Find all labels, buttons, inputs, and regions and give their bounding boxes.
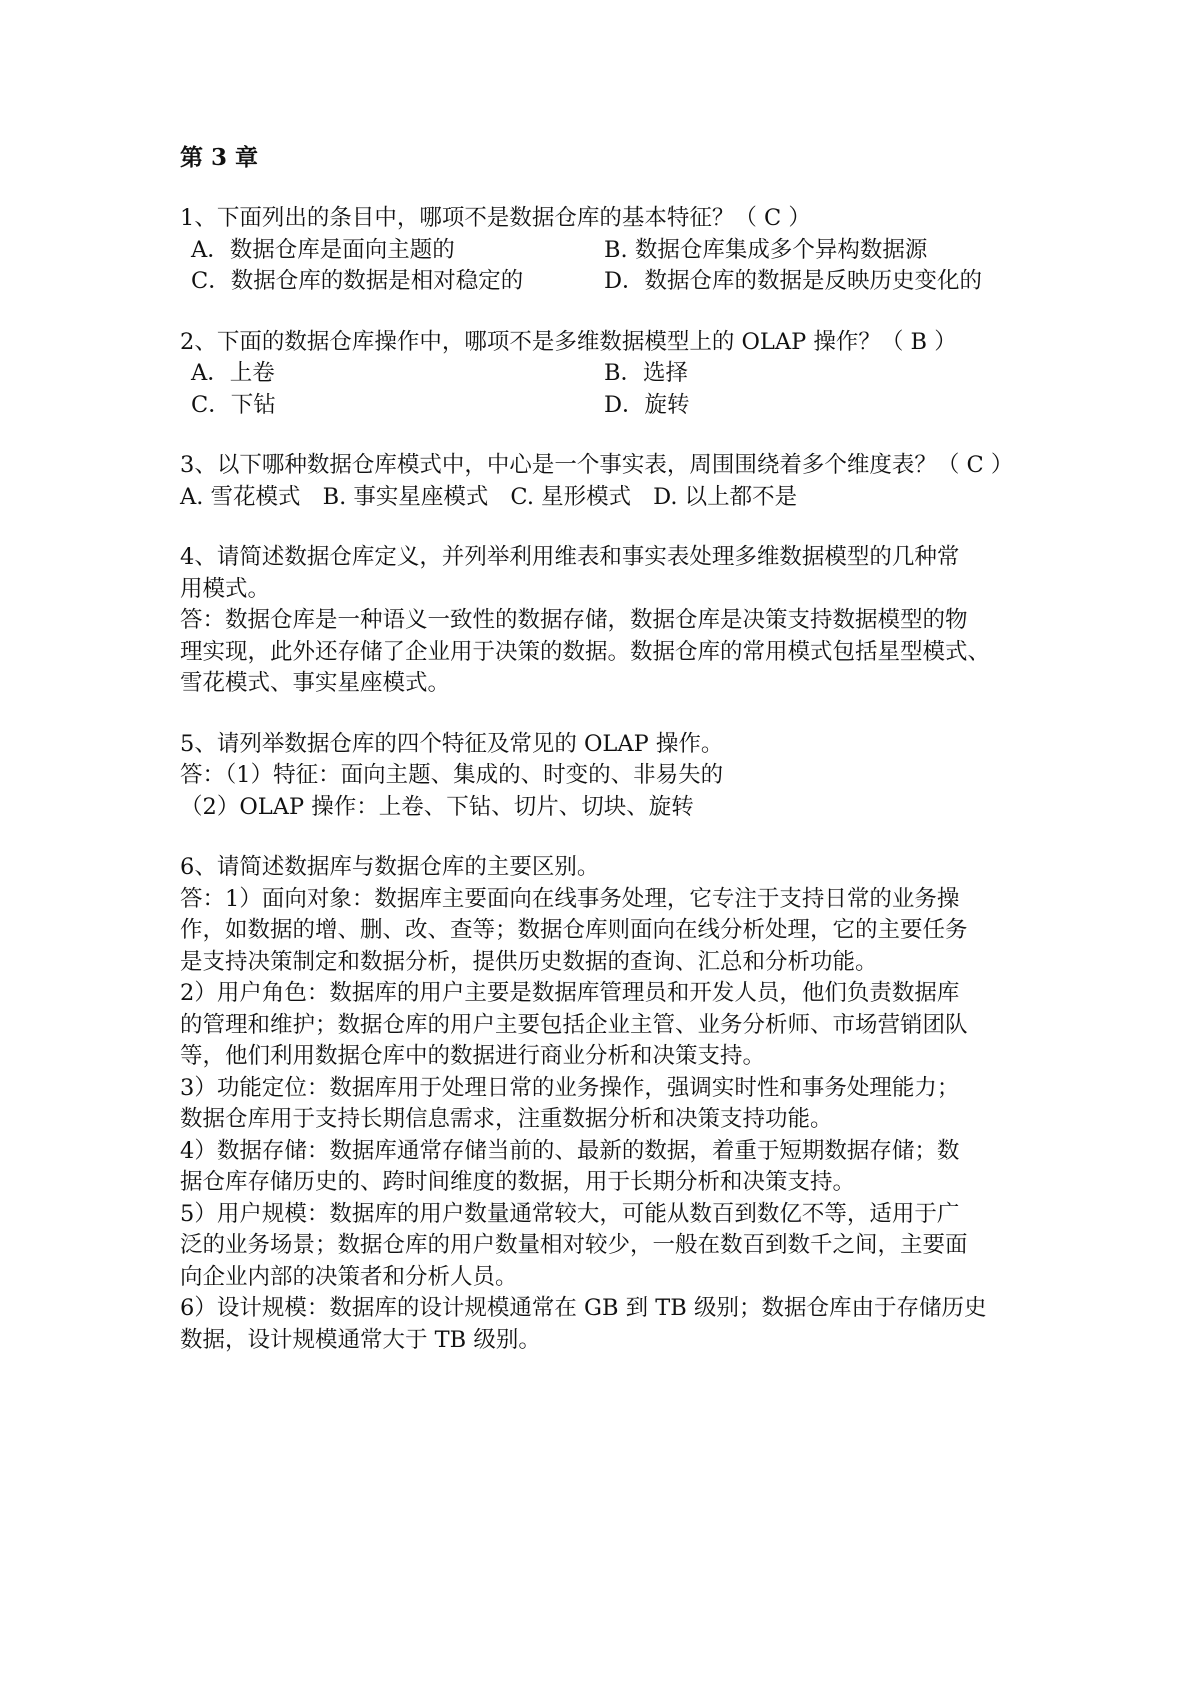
answer-line: 作，如数据的增、删、改、查等；数据仓库则面向在线分析处理，它的主要任务 bbox=[180, 917, 968, 943]
option-a: A. 雪花模式 bbox=[180, 483, 301, 510]
option-row bbox=[180, 235, 1020, 267]
option-row bbox=[180, 482, 1020, 514]
question-1 bbox=[180, 203, 1020, 298]
answer-line: 雪花模式、事实星座模式。 bbox=[180, 670, 451, 696]
option-c: C．数据仓库的数据是相对稳定的 bbox=[191, 268, 524, 294]
option-c: C．下钻 bbox=[191, 391, 276, 418]
question-5 bbox=[180, 729, 1020, 824]
question-text: 6、请简述数据库与数据仓库的主要区别。 bbox=[180, 854, 600, 880]
answer-line: 4）数据存储：数据库通常存储当前的、最新的数据，着重于短期数据存储；数 bbox=[180, 1137, 960, 1164]
question-text: 1、下面列出的条目中，哪项不是数据仓库的基本特征？（ C ） bbox=[180, 205, 811, 231]
option-d: D．旋转 bbox=[604, 391, 690, 418]
answer-line: 的管理和维护；数据仓库的用户主要包括企业主管、业务分析师、市场营销团队 bbox=[180, 1011, 968, 1038]
question-3 bbox=[180, 450, 1020, 513]
answer-line: 答：数据仓库是一种语义一致性的数据存储，数据仓库是决策支持数据模型的物 bbox=[180, 607, 968, 633]
answer-line: 理实现，此外还存储了企业用于决策的数据。数据仓库的常用模式包括星型模式、 bbox=[180, 638, 991, 665]
chapter-title: 第 3 章 bbox=[180, 144, 259, 171]
answer-line: 6）设计规模：数据库的设计规模通常在 GB 到 TB 级别；数据仓库由于存储历史 bbox=[180, 1295, 987, 1321]
option-row bbox=[180, 390, 1020, 422]
question-text: 2、下面的数据仓库操作中，哪项不是多维数据模型上的 OLAP 操作？（ B ） bbox=[180, 328, 957, 355]
answer-line: （2）OLAP 操作：上卷、下钻、切片、切块、旋转 bbox=[180, 793, 694, 820]
answer-line: 数据，设计规模通常大于 TB 级别。 bbox=[180, 1326, 541, 1353]
question-2 bbox=[180, 327, 1020, 422]
document-page bbox=[180, 142, 1020, 1385]
option-b: B. 数据仓库集成多个异构数据源 bbox=[604, 236, 928, 263]
question-4 bbox=[180, 542, 1020, 700]
option-d: D．数据仓库的数据是反映历史变化的 bbox=[604, 268, 983, 294]
answer-line: 向企业内部的决策者和分析人员。 bbox=[180, 1263, 518, 1290]
answer-line: 5）用户规模：数据库的用户数量通常较大，可能从数百到数亿不等，适用于广 bbox=[180, 1200, 960, 1227]
option-a: A．数据仓库是面向主题的 bbox=[191, 236, 455, 263]
answer-line: 泛的业务场景；数据仓库的用户数量相对较少，一般在数百到数千之间，主要面 bbox=[180, 1232, 968, 1258]
answer-line: 等，他们利用数据仓库中的数据进行商业分析和决策支持。 bbox=[180, 1043, 766, 1069]
answer-line: 数据仓库用于支持长期信息需求，注重数据分析和决策支持功能。 bbox=[180, 1106, 833, 1132]
option-c: C. 星形模式 bbox=[510, 483, 632, 510]
option-b: B. 事实星座模式 bbox=[322, 483, 489, 510]
answer-line: 据仓库存储历史的、跨时间维度的数据，用于长期分析和决策支持。 bbox=[180, 1169, 856, 1195]
option-b: B．选择 bbox=[604, 360, 689, 386]
question-text-line: 4、请简述数据仓库定义，并列举利用维表和事实表处理多维数据模型的几种常 bbox=[180, 544, 960, 570]
answer-line: 是支持决策制定和数据分析，提供历史数据的查询、汇总和分析功能。 bbox=[180, 948, 878, 975]
option-a: A．上卷 bbox=[191, 360, 275, 386]
answer-line: 答：1）面向对象：数据库主要面向在线事务处理，它专注于支持日常的业务操 bbox=[180, 885, 960, 912]
question-6 bbox=[180, 852, 1020, 1356]
question-text-line: 用模式。 bbox=[180, 575, 271, 602]
answer-line: 答：（1）特征：面向主题、集成的、时变的、非易失的 bbox=[180, 762, 724, 788]
question-text: 3、以下哪种数据仓库模式中，中心是一个事实表，周围围绕着多个维度表？（ C ） bbox=[180, 452, 1014, 478]
option-row bbox=[180, 358, 1020, 390]
question-text: 5、请列举数据仓库的四个特征及常见的 OLAP 操作。 bbox=[180, 730, 724, 757]
answer-line: 2）用户角色：数据库的用户主要是数据库管理员和开发人员，他们负责数据库 bbox=[180, 980, 960, 1006]
option-d: D. 以上都不是 bbox=[653, 483, 798, 510]
option-row bbox=[180, 266, 1020, 298]
answer-line: 3）功能定位：数据库用于处理日常的业务操作，强调实时性和事务处理能力； bbox=[180, 1074, 960, 1101]
